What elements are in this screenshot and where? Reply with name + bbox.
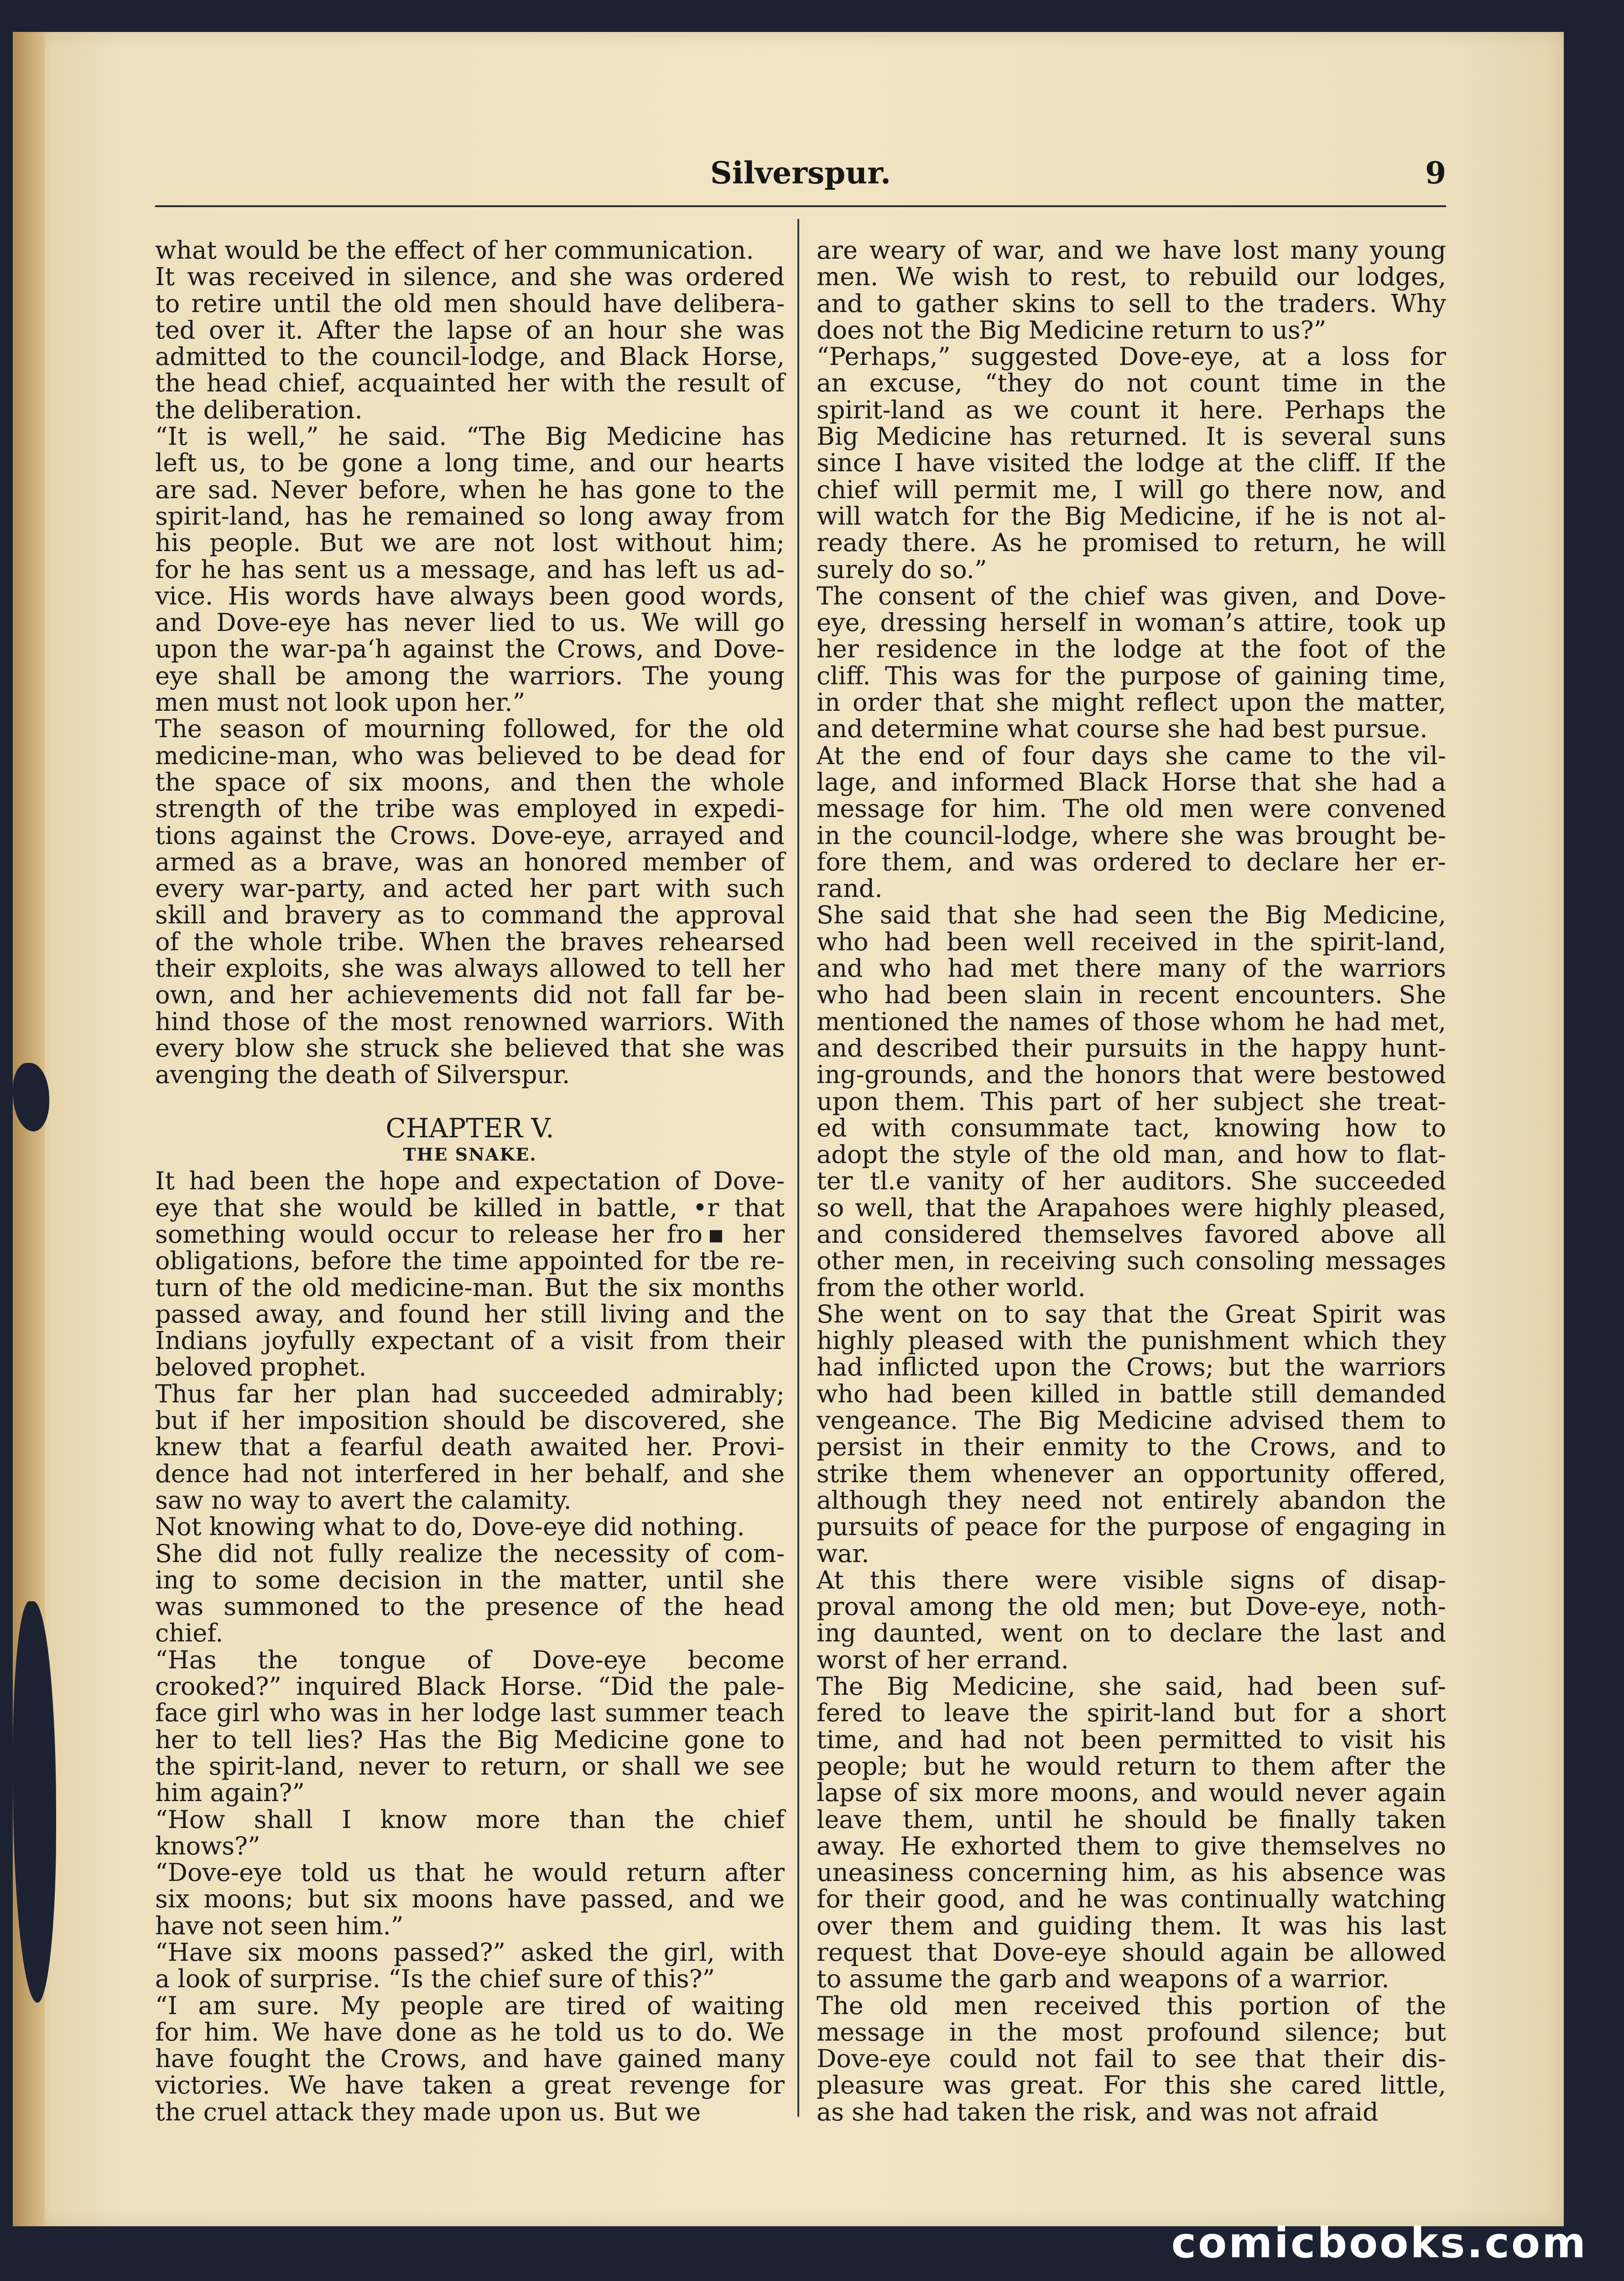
text-line: uneasiness concerning him, as his absence was xyxy=(817,1858,1446,1887)
text-line: men. We wish to rest, to rebuild our lodges, xyxy=(817,262,1446,292)
text-line: Big Medicine has returned. It is several suns xyxy=(817,422,1446,451)
text-line: every blow she struck she believed that she was xyxy=(155,1033,785,1062)
text-line: away. He exhorted them to give themselves no xyxy=(817,1831,1446,1860)
text-line: are weary of war, and we have lost many young xyxy=(817,236,1446,265)
text-line: eye that she would be killed in battle, •r that xyxy=(155,1193,785,1222)
text-line: spirit-land as we count it here. Perhaps the xyxy=(817,395,1446,424)
text-line: fered to leave the spirit-land but for a short xyxy=(817,1698,1446,1728)
text-line: knows?” xyxy=(155,1831,260,1860)
text-line: lapse of six more moons, and would never again xyxy=(817,1778,1446,1807)
text-line: adopt the style of the old man, and how to flat- xyxy=(817,1140,1446,1169)
text-line: her to tell lies? Has the Big Medicine gone to xyxy=(155,1725,785,1754)
text-line: It had been the hope and expectation of Dove- xyxy=(155,1167,785,1196)
text-line: She went on to say that the Great Spirit was xyxy=(817,1299,1446,1328)
text-line: turn of the old medicine-man. But the six months xyxy=(155,1273,785,1302)
text-line: pursuits of peace for the purpose of engaging in xyxy=(817,1512,1446,1541)
text-line: her residence in the lodge at the foot of the xyxy=(817,635,1446,664)
text-line: every war-party, and acted her part with such xyxy=(155,874,785,903)
text-line: chief will permit me, I will go there now, and xyxy=(817,475,1446,504)
column-divider xyxy=(797,219,799,2117)
text-line: ing-grounds, and the honors that were bestowed xyxy=(817,1060,1446,1089)
text-line: the cruel attack they made upon us. But we xyxy=(155,2097,701,2126)
text-line: admitted to the council-lodge, and Black Horse, xyxy=(155,342,785,371)
text-line: was summoned to the presence of the head xyxy=(155,1592,785,1621)
text-line: victories. We have taken a great revenge for xyxy=(155,2071,785,2100)
text-column-left xyxy=(155,237,785,2125)
text-line: people; but he would return to them after the xyxy=(817,1751,1446,1781)
text-line: The season of mourning followed, for the old xyxy=(155,714,785,744)
text-line: of the whole tribe. When the braves rehearsed xyxy=(155,927,785,956)
text-line: him again?” xyxy=(155,1778,305,1807)
text-line: will watch for the Big Medicine, if he is not al- xyxy=(817,501,1446,531)
text-line: “Perhaps,” suggested Dove-eye, at a loss for xyxy=(817,342,1446,371)
text-line: upon them. This part of her subject she treat- xyxy=(817,1087,1446,1116)
text-line: message for him. The old men were convened xyxy=(817,794,1446,823)
text-line: armed as a brave, was an honored member of xyxy=(155,847,785,876)
text-line: upon the war-paʻh against the Crows, and Dove- xyxy=(155,635,785,664)
chapter-subtitle: THE SNAKE. xyxy=(403,1144,537,1165)
text-line: and to gather skins to sell to the traders. Why xyxy=(817,289,1446,318)
text-line: It was received in silence, and she was ordered xyxy=(155,262,785,292)
text-line: The old men received this portion of the xyxy=(817,1991,1446,2020)
text-line: “Have six moons passed?” asked the girl, with xyxy=(155,1938,785,1967)
text-line: Thus far her plan had succeeded admirably; xyxy=(155,1379,785,1408)
text-line: Not knowing what to do, Dove-eye did nothing. xyxy=(155,1512,745,1541)
text-line: crooked?” inquired Black Horse. “Did the pale- xyxy=(155,1672,785,1701)
text-line: ter tl.e vanity of her auditors. She succeeded xyxy=(817,1167,1446,1196)
text-line: the head chief, acquainted her with the result of xyxy=(155,369,785,398)
text-line: highly pleased with the punishment which they xyxy=(817,1326,1446,1355)
text-line: but if her imposition should be discovered, she xyxy=(155,1406,785,1435)
text-line: in the council-lodge, where she was brought be- xyxy=(817,821,1446,850)
text-line: dence had not interfered in her behalf, and she xyxy=(155,1459,785,1488)
text-line: knew that a fearful death awaited her. Provi- xyxy=(155,1432,785,1462)
text-line: worst of her errand. xyxy=(817,1645,1069,1674)
text-line: so well, that the Arapahoes were highly pleased, xyxy=(817,1193,1446,1222)
text-line: ready there. As he promised to return, he will xyxy=(817,528,1446,557)
running-header xyxy=(155,151,1446,205)
text-line: ing daunted, went on to declare the last and xyxy=(817,1619,1446,1648)
text-line: to assume the garb and weapons of a warrior. xyxy=(817,1964,1390,1994)
text-line: mentioned the names of those whom he had met, xyxy=(817,1007,1446,1036)
text-line: At the end of four days she came to the vil- xyxy=(817,741,1446,770)
text-line: vengeance. The Big Medicine advised them to xyxy=(817,1406,1446,1435)
text-line: rand. xyxy=(817,874,883,903)
text-line: their exploits, she was always allowed to tell her xyxy=(155,954,785,983)
text-line: does not the Big Medicine return to us?” xyxy=(817,315,1327,344)
text-line: “I am sure. My people are tired of waiting xyxy=(155,1991,785,2020)
header-rule xyxy=(155,205,1446,207)
text-line: the spirit-land, never to return, or shall we see xyxy=(155,1751,785,1781)
text-line: had inflicted upon the Crows; but the warriors xyxy=(817,1353,1446,1382)
text-line: “How shall I know more than the chief xyxy=(155,1805,785,1834)
text-line: hind those of the most renowned warriors. With xyxy=(155,1007,785,1036)
text-line: the space of six moons, and then the whole xyxy=(155,767,785,797)
text-line: war. xyxy=(817,1539,869,1568)
text-line: something would occur to release her fro▪ her xyxy=(155,1219,785,1249)
text-line: from the other world. xyxy=(817,1273,1086,1302)
text-line: left us, to be gone a long time, and our hearts xyxy=(155,448,785,478)
text-line: ing to some decision in the matter, until she xyxy=(155,1565,785,1594)
text-line: for their good, and he was continually watching xyxy=(817,1885,1446,1914)
text-line: as she had taken the risk, and was not afraid xyxy=(817,2097,1379,2126)
running-title: Silverspur. xyxy=(710,155,891,191)
text-line: an excuse, “they do not count time in the xyxy=(817,369,1446,398)
text-line xyxy=(155,1088,785,1115)
text-line: message in the most profound silence; but xyxy=(817,2017,1446,2047)
text-line: the deliberation. xyxy=(155,395,363,424)
text-line: Indians joyfully expectant of a visit from their xyxy=(155,1326,785,1355)
text-line: She said that she had seen the Big Medicine, xyxy=(817,901,1446,930)
text-line: strike them whenever an opportunity offered, xyxy=(817,1459,1446,1488)
text-line: medicine-man, who was believed to be dead for xyxy=(155,741,785,770)
text-line: his people. But we are not lost without him; xyxy=(155,528,785,557)
text-line: since I have visited the lodge at the cliff. If the xyxy=(817,448,1446,478)
text-line: ted over it. After the lapse of an hour she was xyxy=(155,315,785,344)
text-line: cliff. This was for the purpose of gaining time, xyxy=(817,661,1446,690)
text-line: although they need not entirely abandon the xyxy=(817,1485,1446,1515)
text-line: and Dove-eye has never lied to us. We will go xyxy=(155,608,785,637)
text-line: vice. His words have always been good words, xyxy=(155,581,785,610)
text-line: spirit-land, has he remained so long away from xyxy=(155,501,785,531)
text-line: passed away, and found her still living and the xyxy=(155,1299,785,1328)
text-line: what would be the effect of her communication. xyxy=(155,236,754,265)
text-line: pleasure was great. For this she cared little, xyxy=(817,2071,1446,2100)
text-line: “Dove-eye told us that he would return after xyxy=(155,1858,785,1887)
text-line: lage, and informed Black Horse that she had a xyxy=(817,767,1446,797)
text-line: She did not fully realize the necessity of com- xyxy=(155,1539,785,1568)
text-line: The consent of the chief was given, and Dove- xyxy=(817,581,1446,610)
text-line: At this there were visible signs of disap- xyxy=(817,1565,1446,1594)
text-line: and who had met there many of the warriors xyxy=(817,954,1446,983)
text-line: fore them, and was ordered to declare her er- xyxy=(817,847,1446,876)
text-line: leave them, until he should be finally taken xyxy=(817,1805,1446,1834)
text-line: The Big Medicine, she said, had been suf- xyxy=(817,1672,1446,1701)
text-line: face girl who was in her lodge last summer teach xyxy=(155,1698,785,1728)
text-line: proval among the old men; but Dove-eye, noth- xyxy=(817,1592,1446,1621)
text-line: persist in their enmity to the Crows, and to xyxy=(817,1432,1446,1462)
text-line: “It is well,” he said. “The Big Medicine has xyxy=(155,422,785,451)
text-line: eye, dressing herself in woman’s attire, took up xyxy=(817,608,1446,637)
text-line: skill and bravery as to command the approval xyxy=(155,901,785,930)
text-line: strength of the tribe was employed in expedi- xyxy=(155,794,785,823)
text-line: and considered themselves favored above all xyxy=(817,1219,1446,1249)
text-line: to retire until the old men should have delibera- xyxy=(155,289,785,318)
text-line: chief. xyxy=(155,1619,224,1648)
page-number: 9 xyxy=(1425,155,1446,191)
text-line: over them and guiding them. It was his last xyxy=(817,1911,1446,1940)
text-line: who had been slain in recent encounters. She xyxy=(817,980,1446,1010)
text-line: men must not look upon her.” xyxy=(155,688,526,717)
text-column-right xyxy=(817,237,1446,2125)
text-line: surely do so.” xyxy=(817,555,987,584)
text-line: time, and had not been permitted to visit his xyxy=(817,1725,1446,1754)
text-line: have not seen him.” xyxy=(155,1911,404,1940)
text-line: and determine what course she had best pursue. xyxy=(817,714,1428,744)
text-line: own, and her achievements did not fall far be- xyxy=(155,980,785,1010)
text-line: tions against the Crows. Dove-eye, arrayed and xyxy=(155,821,785,850)
text-line: and described their pursuits in the happy hunt- xyxy=(817,1033,1446,1062)
text-line: in order that she might reflect upon the matter, xyxy=(817,688,1446,717)
text-line: a look of surprise. “Is the chief sure of this?” xyxy=(155,1964,715,1994)
site-watermark: comicbooks.com xyxy=(1171,2219,1588,2267)
text-line: ed with consummate tact, knowing how to xyxy=(817,1113,1446,1142)
text-line: are sad. Never before, when he has gone to the xyxy=(155,475,785,504)
text-line: eye shall be among the warriors. The young xyxy=(155,661,785,690)
chapter-heading: CHAPTER V. xyxy=(385,1112,554,1144)
text-line: “Has the tongue of Dove-eye become xyxy=(155,1645,785,1674)
text-line: beloved prophet. xyxy=(155,1353,367,1382)
text-line: saw no way to avert the calamity. xyxy=(155,1485,572,1515)
text-line: avenging the death of Silverspur. xyxy=(155,1060,570,1089)
text-line: who had been killed in battle still demanded xyxy=(817,1379,1446,1408)
text-line: have fought the Crows, and have gained many xyxy=(155,2044,785,2073)
text-line: request that Dove-eye should again be allowed xyxy=(817,1938,1446,1967)
text-line: obligations, before the time appointed for tbe re- xyxy=(155,1246,785,1276)
text-line: who had been well received in the spirit-land, xyxy=(817,927,1446,956)
text-line: other men, in receiving such consoling messages xyxy=(817,1246,1446,1276)
text-line: for he has sent us a message, and has left us ad- xyxy=(155,555,785,584)
text-line: for him. We have done as he told us to do. We xyxy=(155,2017,785,2047)
text-line: Dove-eye could not fail to see that their dis- xyxy=(817,2044,1446,2073)
text-line: six moons; but six moons have passed, and we xyxy=(155,1885,785,1914)
